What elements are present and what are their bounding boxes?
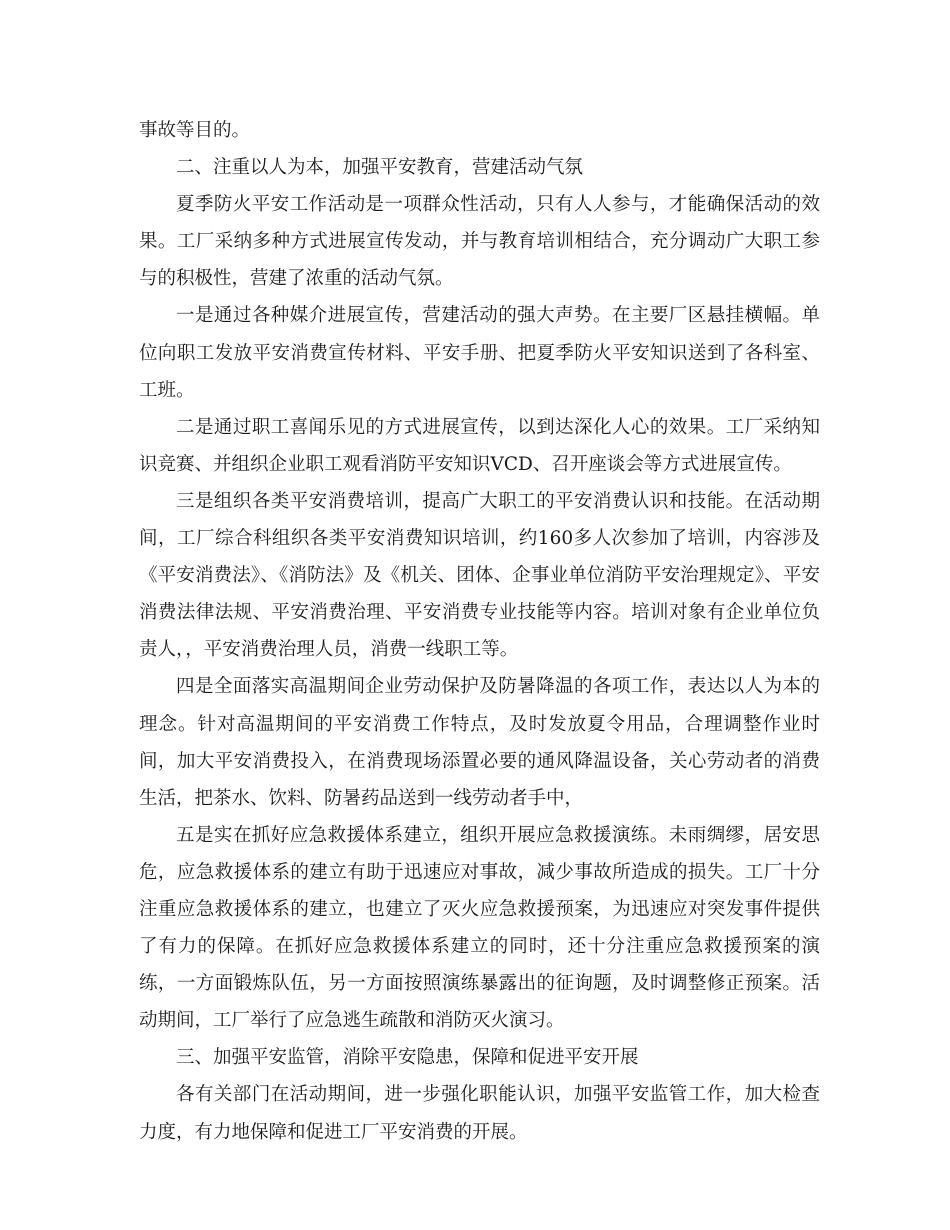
paragraph: 二是通过职工喜闻乐见的方式进展宣传，以到达深化人心的效果。工厂采纳知识竞赛、并组织企业职工观看消防平安知识VCD、召开座谈会等方式进展宣传。 xyxy=(139,416,820,475)
paragraph: 三是组织各类平安消费培训，提高广大职工的平安消费认识和技能。在活动期间，工厂综合科组织各类平安消费知识培训，约160多人次参加了培训，内容涉及《平安消费法》、《消防法》及《机关、团体、企事业单位消防平安治理规定》、平安消费法律法规、平安消费治理、平安消费专业技能等内容。培训对象有企业单位负责人，，平安消费治理人员，消费一线职工等。 xyxy=(139,490,820,661)
paragraph: 四是全面落实高温期间企业劳动保护及防暑降温的各项工作，表达以人为本的理念。针对高温期间的平安消费工作特点，及时发放夏令用品，合理调整作业时间，加大平安消费投入，在消费现场添置必要的通风降温设备，关心劳动者的消费生活，把茶水、饮料、防暑药品送到一线劳动者手中， xyxy=(139,676,820,809)
paragraph: 一是通过各种媒介进展宣传，营建活动的强大声势。在主要厂区悬挂横幅。单位向职工发放平安消费宣传材料、平安手册、把夏季防火平安知识送到了各科室、工班。 xyxy=(139,305,820,401)
paragraph: 夏季防火平安工作活动是一项群众性活动，只有人人参与，才能确保活动的效果。工厂采纳多种方式进展宣传发动，并与教育培训相结合，充分调动广大职工参与的积极性，营建了浓重的活动气氛。 xyxy=(139,194,820,290)
section-heading-two: 二、注重以人为本，加强平安教育，营建活动气氛 xyxy=(176,157,584,179)
paragraph-continuation: 事故等目的。 xyxy=(139,120,251,141)
paragraph: 五是实在抓好应急救援体系建立，组织开展应急救援演练。未雨绸缪，居安思危，应急救援体系的建立有助于迅速应对事故，减少事故所造成的损失。工厂十分注重应急救援体系的建立，也建立了灭火应急救援预案，为迅速应对突发事件提供了有力的保障。在抓好应急救援体系建立的同时，还十分注重应急救援预案的演练，一方面锻炼队伍，另一方面按照演练暴露出的征询题，及时调整修正预案。活动期间，工厂举行了应急逃生疏散和消防灭火演习。 xyxy=(139,824,820,1032)
document-body xyxy=(139,112,820,1151)
section-heading-three: 三、加强平安监管，消除平安隐患，保障和促进平安开展 xyxy=(176,1047,639,1069)
paragraph: 各有关部门在活动期间，进一步强化职能认识，加强平安监管工作，加大检查力度，有力地保障和促进工厂平安消费的开展。 xyxy=(139,1084,820,1143)
